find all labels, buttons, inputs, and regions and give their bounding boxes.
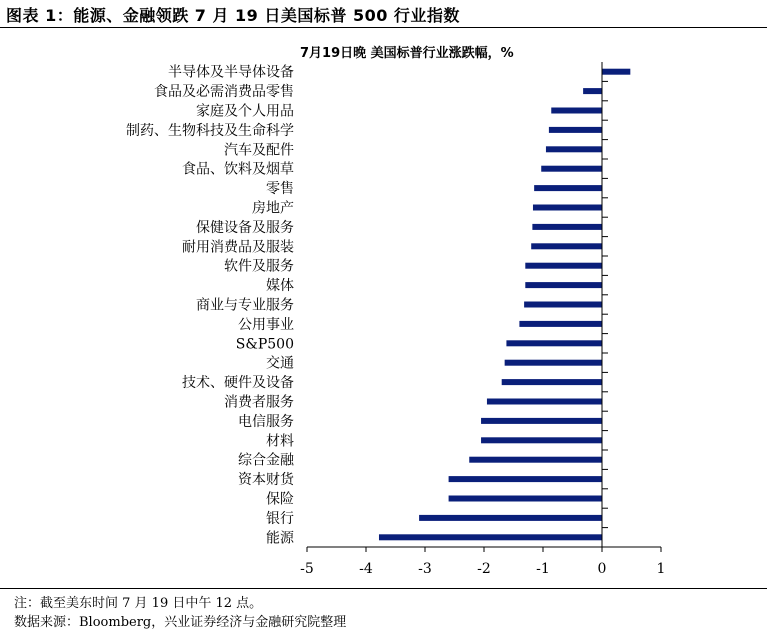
x-tick-label: -3: [418, 561, 432, 577]
category-label: 食品及必需消费品零售: [154, 84, 294, 101]
bar: [487, 399, 602, 405]
bottom-rule: [0, 588, 767, 589]
category-label: 半导体及半导体设备: [168, 64, 294, 81]
category-label: 商业与专业服务: [196, 297, 294, 314]
x-tick-label: -2: [477, 561, 491, 577]
category-label: 房地产: [252, 200, 294, 217]
bar: [583, 88, 602, 94]
category-label: 保健设备及服务: [196, 219, 294, 236]
bar: [524, 302, 602, 308]
bar: [551, 108, 602, 114]
bar: [549, 127, 602, 133]
x-tick-label: 0: [597, 561, 607, 577]
bar: [469, 457, 602, 463]
category-label: 家庭及个人用品: [196, 103, 294, 120]
x-tick-label: -1: [536, 561, 550, 577]
category-label: 银行: [266, 510, 294, 527]
bar: [541, 166, 602, 172]
category-label: 公用事业: [238, 316, 294, 333]
category-label: 零售: [266, 181, 294, 198]
bar: [519, 321, 602, 327]
category-label: 资本财货: [238, 472, 294, 489]
bar: [419, 515, 602, 521]
category-label: 材料: [266, 433, 294, 450]
category-label: 汽车及配件: [224, 142, 294, 159]
figure-source: 数据来源：Bloomberg，兴业证券经济与金融研究院整理: [14, 615, 347, 630]
x-tick-label: 1: [656, 561, 666, 577]
category-label: 消费者服务: [224, 394, 294, 411]
bar: [525, 263, 602, 269]
figure-note: 注：截至美东时间 7 月 19 日中午 12 点。: [14, 596, 263, 611]
figure-title: 图表 1：能源、金融领跌 7 月 19 日美国标普 500 行业指数: [6, 6, 460, 25]
category-label: 电信服务: [238, 413, 294, 430]
category-label: 能源: [266, 530, 294, 547]
bar: [481, 418, 602, 424]
bar: [449, 496, 602, 502]
bar: [602, 69, 630, 75]
category-label: 媒体: [266, 278, 294, 295]
bar: [533, 205, 602, 211]
bar: [532, 224, 602, 230]
bar: [505, 360, 602, 366]
x-tick-label: -5: [300, 561, 314, 577]
category-label: 耐用消费品及服装: [182, 239, 294, 256]
bar: [506, 340, 602, 346]
category-label: 食品、饮料及烟草: [182, 161, 294, 178]
bar: [525, 282, 602, 288]
category-label: S&P500: [235, 336, 294, 353]
category-label: 综合金融: [238, 452, 294, 469]
bar: [534, 185, 602, 191]
category-label: 软件及服务: [224, 258, 294, 275]
bar: [379, 534, 602, 540]
bar: [449, 476, 602, 482]
category-label: 交通: [266, 355, 294, 372]
chart-title: 7月19日晚 美国标普行业涨跌幅，%: [300, 46, 514, 61]
category-label: 技术、硬件及设备: [182, 375, 294, 392]
bar: [481, 437, 602, 443]
bar: [502, 379, 602, 385]
category-label: 制药、生物科技及生命科学: [126, 122, 294, 139]
bar: [546, 146, 602, 152]
x-tick-label: -4: [359, 561, 373, 577]
bar: [531, 243, 602, 249]
category-label: 保险: [266, 491, 294, 508]
